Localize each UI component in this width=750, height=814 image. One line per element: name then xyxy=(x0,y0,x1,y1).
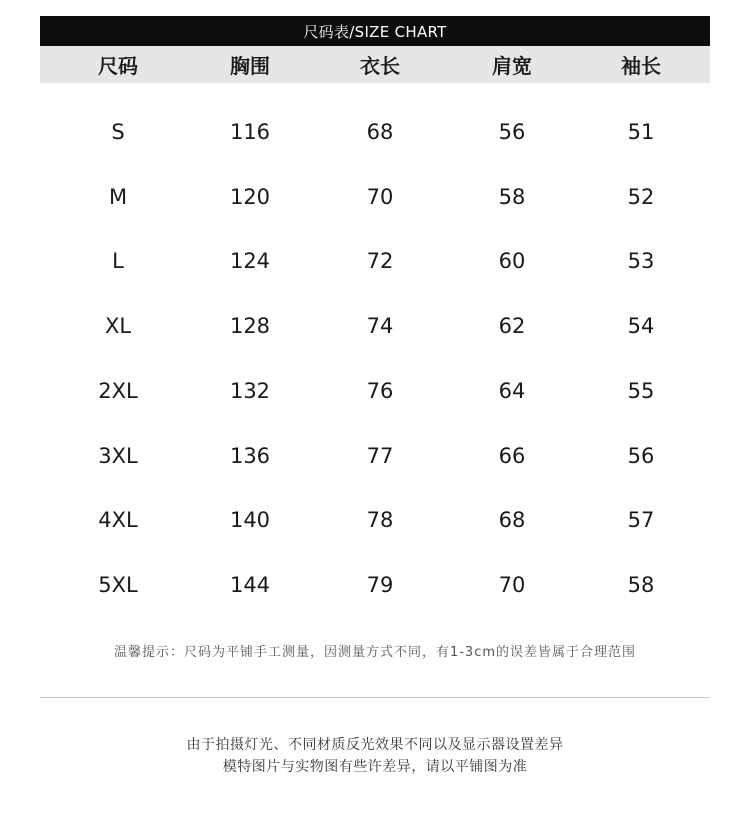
table-row xyxy=(40,500,710,540)
cell-sleeve: 54 xyxy=(627,314,655,338)
divider xyxy=(40,697,710,698)
cell-length: 72 xyxy=(366,249,394,273)
cell-shoulder: 68 xyxy=(498,508,526,532)
cell-length: 77 xyxy=(366,444,394,468)
table-header xyxy=(40,46,710,83)
cell-size: XL xyxy=(104,314,132,338)
cell-chest: 132 xyxy=(229,379,271,403)
cell-size: 4XL xyxy=(98,508,138,532)
measurement-note: 温馨提示：尺码为平铺手工测量，因测量方式不同，有1-3cm的误差皆属于合理范围 xyxy=(113,645,637,660)
cell-shoulder: 60 xyxy=(498,249,526,273)
disclaimer-line-2: 模特图片与实物图有些许差异，请以平铺图为准 xyxy=(222,759,528,775)
cell-length: 70 xyxy=(366,185,394,209)
header-size: 尺码 xyxy=(98,54,138,78)
cell-length: 79 xyxy=(366,573,394,597)
cell-sleeve: 51 xyxy=(627,120,655,144)
cell-sleeve: 52 xyxy=(627,185,655,209)
cell-sleeve: 56 xyxy=(627,444,655,468)
cell-length: 76 xyxy=(366,379,394,403)
cell-size: L xyxy=(112,249,124,273)
cell-shoulder: 58 xyxy=(498,185,526,209)
cell-chest: 128 xyxy=(229,314,271,338)
cell-shoulder: 62 xyxy=(498,314,526,338)
cell-chest: 136 xyxy=(229,444,271,468)
cell-size: S xyxy=(111,120,125,144)
cell-sleeve: 55 xyxy=(627,379,655,403)
header-shoulder: 肩宽 xyxy=(492,54,532,78)
header-chest: 胸围 xyxy=(230,54,270,78)
disclaimer-line-1: 由于拍摄灯光、不同材质反光效果不同以及显示器设置差异 xyxy=(186,737,564,753)
table-row xyxy=(40,371,710,411)
cell-chest: 116 xyxy=(229,120,271,144)
cell-shoulder: 66 xyxy=(498,444,526,468)
cell-length: 78 xyxy=(366,508,394,532)
cell-shoulder: 70 xyxy=(498,573,526,597)
cell-sleeve: 58 xyxy=(627,573,655,597)
cell-chest: 140 xyxy=(229,508,271,532)
cell-size: M xyxy=(108,185,128,209)
cell-shoulder: 64 xyxy=(498,379,526,403)
table-row xyxy=(40,112,710,152)
table-row xyxy=(40,177,710,217)
cell-size: 3XL xyxy=(98,444,138,468)
cell-sleeve: 57 xyxy=(627,508,655,532)
size-chart-title: 尺码表/SIZE CHART xyxy=(40,16,710,46)
header-length: 衣长 xyxy=(360,54,400,78)
table-row xyxy=(40,306,710,346)
cell-size: 5XL xyxy=(98,573,138,597)
cell-sleeve: 53 xyxy=(627,249,655,273)
cell-chest: 120 xyxy=(229,185,271,209)
cell-length: 68 xyxy=(366,120,394,144)
cell-shoulder: 56 xyxy=(498,120,526,144)
cell-size: 2XL xyxy=(98,379,138,403)
table-row xyxy=(40,436,710,476)
cell-chest: 124 xyxy=(229,249,271,273)
table-row xyxy=(40,565,710,605)
cell-length: 74 xyxy=(366,314,394,338)
table-row xyxy=(40,241,710,281)
header-sleeve: 袖长 xyxy=(621,54,661,78)
cell-chest: 144 xyxy=(229,573,271,597)
